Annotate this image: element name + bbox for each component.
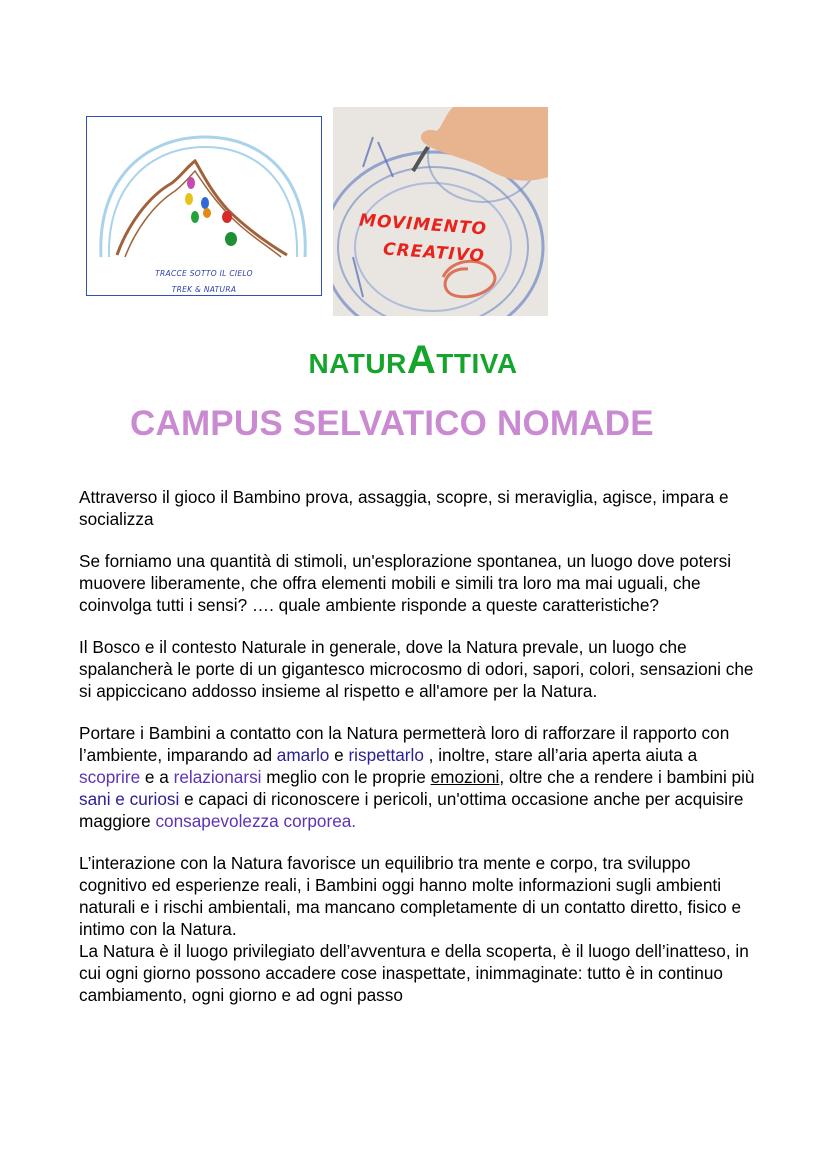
title-prefix: NATUR [308, 348, 407, 379]
highlight-consapevolezza-corporea: consapevolezza corporea. [155, 811, 357, 831]
title-big-letter: A [406, 338, 437, 382]
p4-text: e capaci di riconoscere i pericoli, un'ottima occasione anche per acquisire maggiore [79, 789, 744, 831]
p4-text: , oltre che a rendere i bambini più [499, 767, 755, 787]
title-suffix: TTIVA [436, 348, 518, 379]
logo1-text-line2: TREK & NATURA [171, 285, 237, 294]
highlight-relazionarsi: relazionarsi [173, 767, 262, 787]
paragraph-5: L’interazione con la Natura favorisce un equilibrio tra mente e corpo, tra sviluppo cognitivo ed esperienze reali, i Bambini oggi hanno molte informazioni sugli ambienti naturali e i rischi ambientali, ma mancano completamente di un contatto diretto, fisico e intimo con la Natura. [79, 853, 742, 939]
paragraph-6: La Natura è il luogo privilegiato dell’avventura e della scoperta, è il luogo dell’inatteso, in cui ogni giorno possono accadere cose inaspettate, inimmaginate: tutto è in continuo cambiamento, ogni giorno e ad ogni passo [79, 941, 749, 1005]
paragraph-2: Se forniamo una quantità di stimoli, un'esplorazione spontanea, un luogo dove potersi muovere liberamente, che offra elementi mobili e simili tra loro ma mai uguali, che coinvolga tutti i sensi? …. quale ambiente risponde a queste caratteristiche? [79, 551, 732, 615]
p4-text: meglio con le proprie [261, 767, 431, 787]
p4-text: Portare i Bambini a contatto con la Natura permetterà loro di rafforzare il rapporto con l’ambiente, imparando ad [79, 723, 730, 765]
highlight-amarlo: amarlo [276, 745, 330, 765]
paragraph-3: Il Bosco e il contesto Naturale in generale, dove la Natura prevale, un luogo che spalancherà le porte di un gigantesco microcosmo di odori, sapori, colori, sensazioni che si appiccicano addosso insieme al rispetto e all'amore per la Natura. [79, 637, 754, 701]
movimento-creativo-logo [333, 107, 548, 316]
p4-text: e [329, 745, 349, 765]
paragraph-4 [79, 722, 759, 832]
highlight-sani-e-curiosi: sani e curiosi [79, 789, 180, 809]
tracce-sotto-il-cielo-logo [86, 116, 322, 296]
document-body [79, 486, 759, 1026]
p4-text: e a [140, 767, 174, 787]
logo1-text-line1: TRACCE SOTTO IL CIELO [155, 269, 253, 278]
logo2-text-line1: MOVIMENTO [358, 210, 488, 240]
page-title [0, 338, 826, 383]
paragraph-1: Attraverso il gioco il Bambino prova, assaggia, scopre, si meraviglia, agisce, impara e socializza [79, 487, 729, 529]
highlight-scoprire: scoprire [79, 767, 141, 787]
p4-text: , inoltre, stare all’aria aperta aiuta a [423, 745, 698, 765]
logo2-text-line2: CREATIVO [382, 239, 486, 267]
highlight-rispettarlo: rispettarlo [348, 745, 424, 765]
underlined-emozioni: emozioni [430, 767, 500, 787]
page-subtitle: CAMPUS SELVATICO NOMADE [130, 404, 654, 443]
